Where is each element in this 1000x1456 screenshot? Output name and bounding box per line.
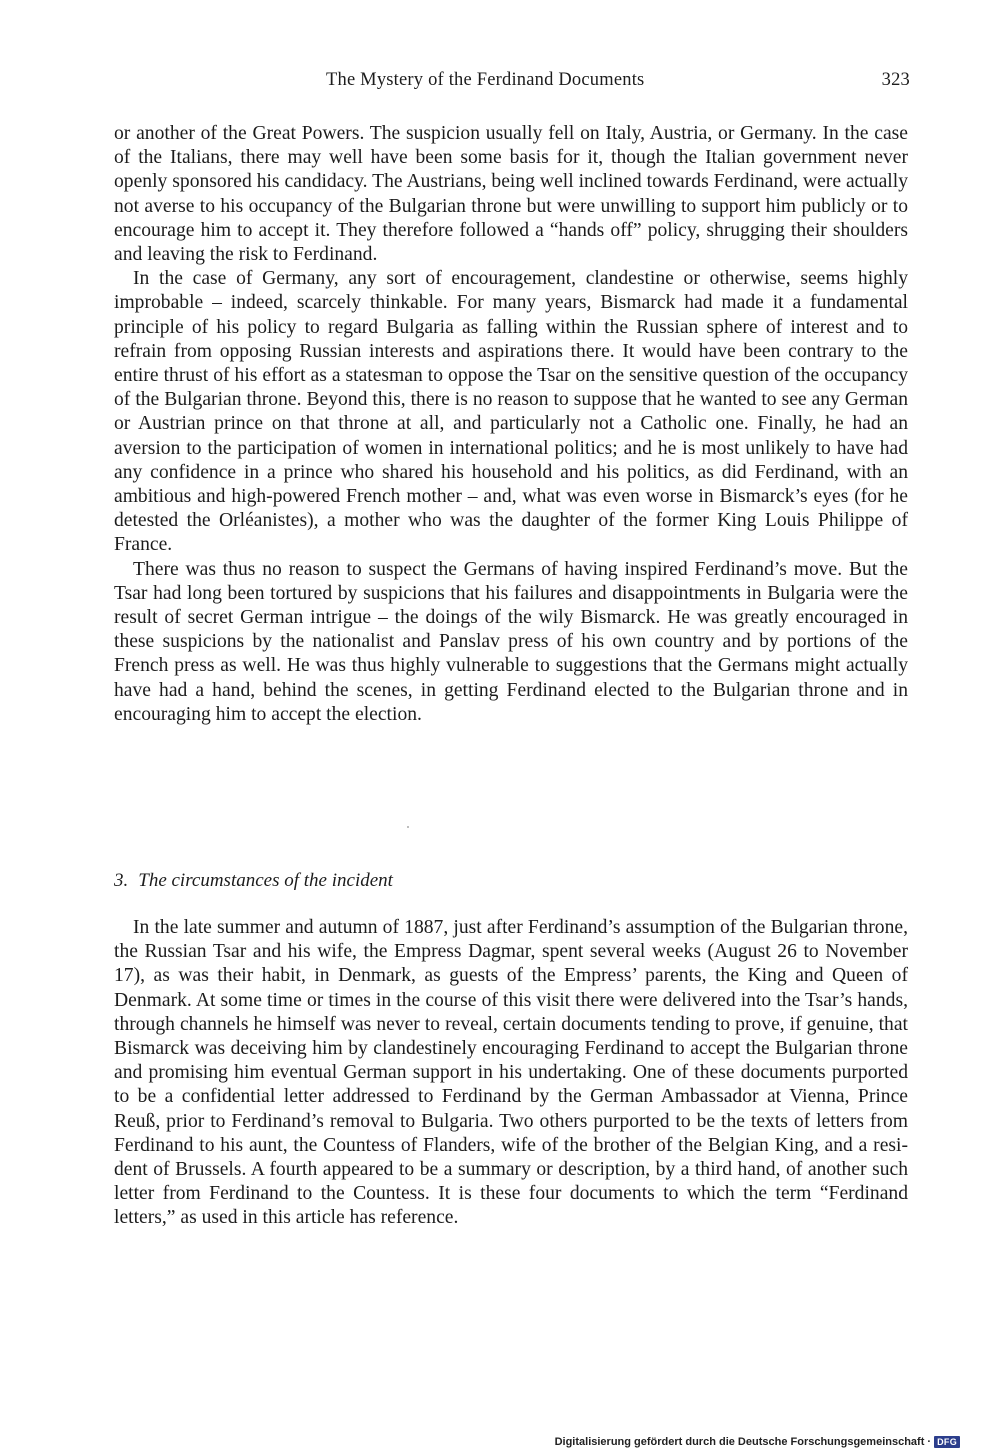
running-title: The Mystery of the Ferdinand Documents (326, 70, 645, 90)
section-number: 3. (114, 870, 129, 891)
paragraph: or another of the Great Powers. The suspicion usually fell on Italy, Austria, or Germany. In the case of the Italians, there may well have been some basis for it, though the Italian government never openly sponsored his candidacy. The Austrians, being well inclined towards Ferdinand, were actually not averse to his occupancy of the Bulgarian throne but were unwilling to support him publicly or to encourage him to accept it. They therefore followed a “hands off” policy, shrugging their shoulders and leaving the risk to Ferdinand. (114, 123, 908, 266)
running-head (114, 70, 910, 100)
paragraph: There was thus no reason to suspect the Germans of having inspired Ferdinand’s move. But the Tsar had long been tortured by suspicions that his failures and disappointments in Bulgaria were the result of secret German intrigue – the doings of the wily Bismarck. He was greatly encouraged in these suspicions by the nationalist and Panslav press of his own country and by portions of the French press as well. He was thus highly vulnerable to suggestions that the Germans might actually have had a hand, behind the scenes, in getting Ferdinand elected to the Bulgarian throne and in encouraging him to accept the election. (114, 558, 908, 725)
body-text-top (114, 122, 908, 727)
section-title: The circumstances of the incident (138, 870, 393, 891)
body-text-bottom (114, 916, 908, 1231)
credit-text: Digitalisierung gefördert durch die Deutsche Forschungsgemeinschaft · (554, 1436, 932, 1448)
dfg-logo: DFG (934, 1436, 960, 1448)
paragraph: In the case of Germany, any sort of encouragement, clandestine or otherwise, seems highly improbable – indeed, scarcely thinkable. For many years, Bismarck had made it a fundamental principle of his policy to regard Bulgaria as falling within the Russian sphere of interest and to refrain from opposing Russian interests and aspirations there. It would have been contrary to the entire thrust of his effort as a statesman to oppose the Tsar on the sensitive question of the occupancy of the Bulgarian throne. Beyond this, there is no reason to suppose that he wanted to see any German or Austrian prince on that throne at all, and particularly not a Catholic one. Finally, he had an aversion to the participation of women in international politics; and he is most unlikely to have had any confidence in a prince who shared his household and his politics, as did Ferdinand, with an ambitious and high-powered French mother – and, what was even worse in Bismarck’s eyes (for he detested the Orléanistes), a mother who was the daughter of the former King Louis Philippe of France. (114, 268, 908, 556)
section-heading (114, 870, 393, 892)
page-number: 323 (881, 70, 910, 90)
digitization-credit (555, 1436, 960, 1448)
paragraph: In the late summer and autumn of 1887, just after Ferdinand’s assumption of the Bulgarian throne, the Russian Tsar and his wife, the Empress Dagmar, spent several weeks (August 26 to November 17), as was their habit, in Denmark, as guests of the Empress’ parents, the King and Queen of Denmark. At some time or times in the course of this visit there were delivered into the Tsar’s hands, through channels he himself was never to reveal, certain documents tending to prove, if genuine, that Bismarck was deceiving him by clandestinely encouraging Ferdinand to accept the Bulgarian throne and promising him eventual German support in his undertaking. One of these documents purported to be a confidential letter addressed to Ferdinand by the German Ambassador at Vienna, Prince Reuß, prior to Ferdinand’s removal to Bulgaria. Two others purported to be the texts of letters from Ferdinand to his aunt, the Countess of Flanders, wife of the brother of the Belgian King, and a resident of Brussels. A fourth appeared to be a summary or description, by a third hand, of another such letter from Ferdinand to the Countess. It is these four documents to which the term “Ferdinand letters,” as used in this article has reference. (114, 917, 908, 1229)
scan-speck (407, 826, 409, 828)
